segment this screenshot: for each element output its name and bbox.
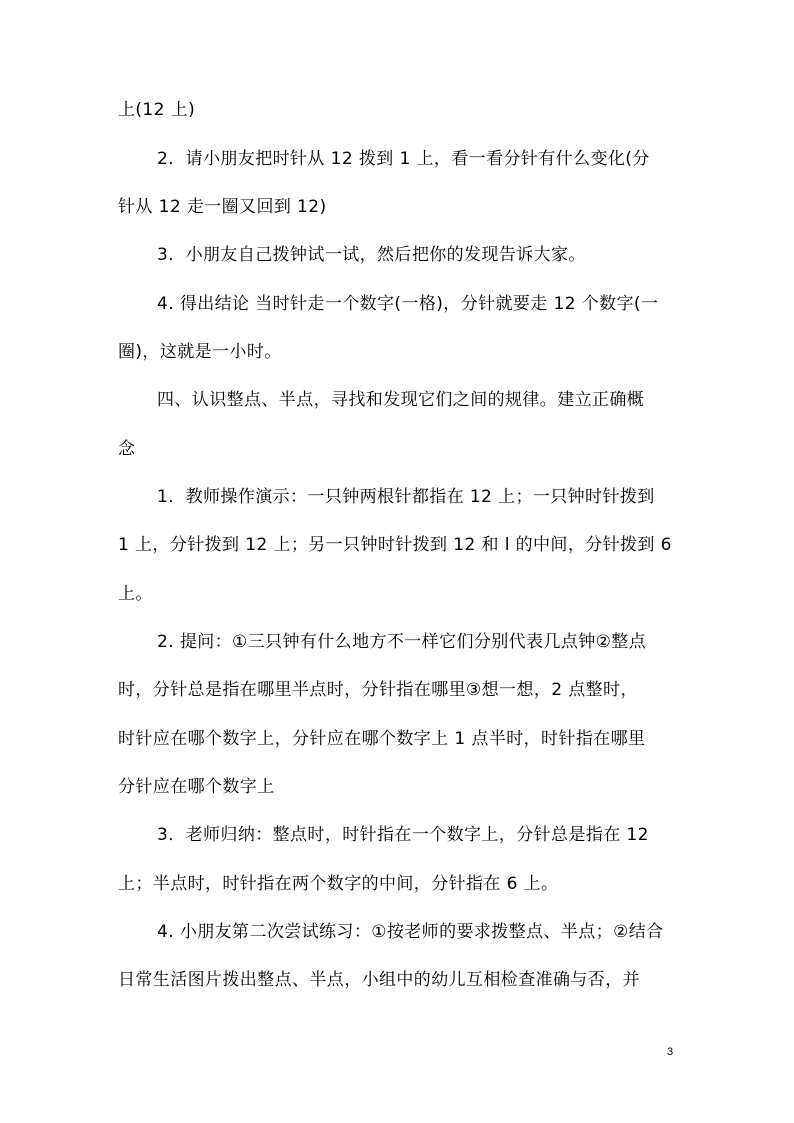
page-number: 3 xyxy=(667,1046,674,1058)
text-line: 上。 xyxy=(118,584,153,604)
text-line: 3．老师归纳：整点时，时针指在一个数字上，分针总是指在 12 xyxy=(157,825,649,845)
text-line: 4. 小朋友第二次尝试练习：①按老师的要求拨整点、半点；②结合 xyxy=(157,922,664,942)
text-line: 圈)，这就是一小时。 xyxy=(118,342,282,362)
text-line: 分针应在哪个数字上 xyxy=(118,777,275,797)
text-line: 念 xyxy=(118,439,136,459)
text-line: 时，分针总是指在哪里半点时，分针指在哪里③想一想，2 点整时， xyxy=(118,680,638,700)
text-line: 1．教师操作演示：一只钟两根针都指在 12 上；一只钟时针拨到 xyxy=(157,487,655,507)
text-line: 1 上，分针拨到 12 上；另一只钟时针拨到 12 和 l 的中间，分针拨到 6 xyxy=(118,535,672,555)
text-line: 上(12 上) xyxy=(118,100,196,120)
text-line: 针从 12 走一圈又回到 12) xyxy=(118,197,327,217)
text-line: 上；半点时，时针指在两个数字的中间，分针指在 6 上。 xyxy=(118,874,559,894)
text-line: 时针应在哪个数字上，分针应在哪个数字上 1 点半时，时针指在哪里 xyxy=(118,729,646,749)
text-line: 四、认识整点、半点，寻找和发现它们之间的规律。建立正确概 xyxy=(157,390,645,410)
text-line: 2. 提问：①三只钟有什么地方不一样它们分别代表几点钟②整点 xyxy=(157,632,647,652)
text-line: 日常生活图片拨出整点、半点，小组中的幼儿互相检查准确与否，并 xyxy=(118,970,640,990)
text-line: 3．小朋友自己拨钟试一试，然后把你的发现告诉大家。 xyxy=(157,245,586,265)
text-line: 4. 得出结论 当时针走一个数字(一格)，分针就要走 12 个数字(一 xyxy=(157,294,659,314)
text-line: 2．请小朋友把时针从 12 拨到 1 上，看一看分针有什么变化(分 xyxy=(157,149,650,169)
